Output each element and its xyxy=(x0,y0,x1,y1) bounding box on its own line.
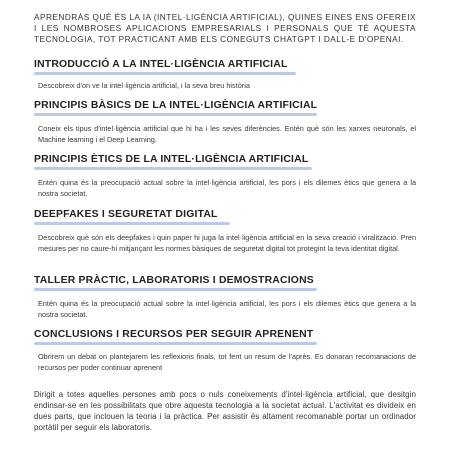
section-heading-introduccio xyxy=(34,58,288,74)
section-heading-principis-etics xyxy=(34,153,308,169)
section-heading-principis-basics xyxy=(34,99,317,115)
section-description: Entén quina és la preocupació actual sobre la intel·ligència artificial, les pors i els dilemes ètics que genera a la nostra societat. xyxy=(38,178,416,198)
section-description: Descobreix d'on ve la intel·ligència artificial, i la seva breu història xyxy=(38,81,250,90)
section-heading-taller-practic xyxy=(34,274,314,290)
section-title: DEEPFAKES I SEGURETAT DIGITAL xyxy=(34,209,218,220)
section-description: Coneix els tipus d'intel·ligència artificial que hi ha i les seves diferències. Entén què són les xarxes neuronals, el Machine learning i el Deep Learning. xyxy=(38,124,416,144)
heading-underline xyxy=(34,113,317,116)
section-title: PRINCIPIS ÈTICS DE LA INTEL·LIGÈNCIA ARTIFICIAL xyxy=(34,154,309,165)
heading-underline xyxy=(34,288,317,291)
section-description: Obrirem un debat on plantejarem les reflexions finals, tot fent un resum de l'après. Es donaran recomanacions de recursos per poder continuar aprenent xyxy=(38,352,416,372)
heading-underline xyxy=(34,167,312,170)
section-title: INTRODUCCIÓ A LA INTEL·LIGÈNCIA ARTIFICIAL xyxy=(34,59,288,70)
section-title: PRINCIPIS BÀSICS DE LA INTEL·LIGÈNCIA ARTIFICIAL xyxy=(34,100,318,111)
heading-underline xyxy=(34,222,230,225)
intro-paragraph: APRENDRÀS QUÈ ÉS LA IA (INTEL·LIGÈNCIA ARTIFICIAL), QUINES EINES ENS OFEREIX I LES NOMBROSES APLICACIONS EMPRESARIALS I PERSONALS QUE TÉ AQUESTA TECNOLOGIA, TOT PRACTICANT AMB ELS CONEGUTS CHATGPT I DALL-E D'OPENAI. xyxy=(34,12,416,45)
section-heading-conclusions xyxy=(34,328,313,344)
outro-paragraph: Dirigit a totes aquelles persones amb pocs o nuls coneixements d'intel·ligència artificial, que desitgin endinsar-se en les possibilitats que obre aquesta tecnologia a la societat actual. L'activitat es divideix en dues parts, que inclouen la teoria i la pràctica. Per assistir és altament recomanable portar un ordinador portàtil per seguir els laboratoris. xyxy=(34,390,416,432)
section-title: CONCLUSIONS I RECURSOS PER SEGUIR APRENENT xyxy=(34,329,314,340)
section-heading-deepfakes xyxy=(34,208,218,224)
section-title: TALLER PRÀCTIC, LABORATORIS I DEMOSTRACIONS xyxy=(34,275,314,286)
heading-underline xyxy=(34,342,317,345)
section-description: Entén quina és la preocupació actual sobre la intel·ligència artificial, les pors i els dilemes ètics que genera a la nostra societat. xyxy=(38,299,416,319)
heading-underline xyxy=(34,72,296,75)
section-description: Descobreix què són els deepfakes i quin paper hi juga la intel·ligència artificial en la seva creació i viralització. Pren mesures per no caure-hi mitjançant les normes bàsiques de seguretat digital tot protegint la teva identitat digital. xyxy=(38,233,416,253)
